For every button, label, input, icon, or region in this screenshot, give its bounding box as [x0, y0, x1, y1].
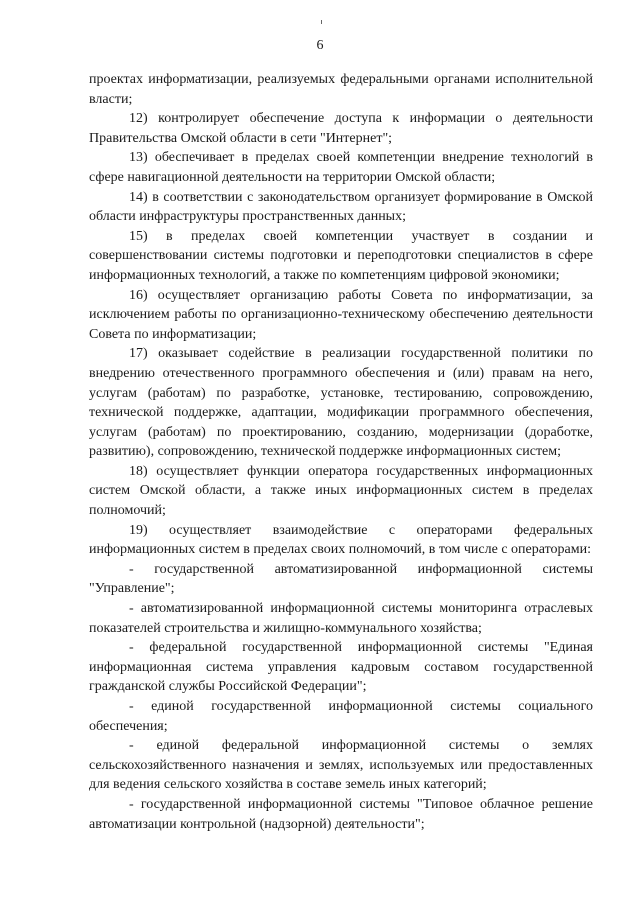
list-item-cadre-system: - федеральной государственной информационной системы "Единая информационная система управления кадровым составом государственной гражданской службы Российской Федерации"; — [89, 640, 593, 695]
paragraph-item-19: 19) осуществляет взаимодействие с операторами федеральных информационных систем в пределах своих полномочий, в том числе с операторами: — [89, 522, 593, 558]
paragraph-item-13: 13) обеспечивает в пределах своей компетенции внедрение технологий в сфере навигационной деятельности на территории Омской области; — [89, 150, 593, 185]
paragraph-item-17: 17) оказывает содействие в реализации государственной политики по внедрению отечественного программного обеспечения и (или) правам на него, услугам (работам) по разработке, установке, тестированию, сопровождению, технической поддержке, адаптации, модификации программного обеспечения, услугам (работам) по проектированию, созданию, модернизации (доработке, развитию), сопровождению, технической поддержке информационных систем; — [89, 346, 593, 460]
page-number: 6 — [316, 38, 324, 53]
paragraph-item-15: 15) в пределах своей компетенции участвует в создании и совершенствовании системы подготовки и переподготовки специалистов в сфере информационных технологий, а также по компетенциям цифровой экономики; — [89, 228, 593, 283]
list-item-monitoring-system: - автоматизированной информационной системы мониторинга отраслевых показателей строительства и жилищно-коммунального хозяйства; — [89, 601, 593, 636]
list-item-cloud-solution: - государственной информационной системы "Типовое облачное решение автоматизации контрольной (надзорной) деятельности"; — [89, 796, 593, 832]
document-body — [89, 70, 593, 834]
paragraph-item-16: 16) осуществляет организацию работы Совета по информатизации, за исключением работы по организационно-техническому обеспечению деятельности Совета по информатизации; — [89, 287, 593, 342]
paragraph-continuation: проектах информатизации, реализуемых федеральными органами исполнительной власти; — [89, 72, 593, 107]
paragraph-item-18: 18) осуществляет функции оператора государственных информационных систем Омской области, а также иных информационных систем в пределах полномочий; — [89, 463, 593, 519]
list-item-social-security-system: - единой государственной информационной системы социального обеспечения; — [89, 699, 593, 734]
paragraph-item-12: 12) контролирует обеспечение доступа к информации о деятельности Правительства Омской области в сети "Интернет"; — [89, 111, 593, 146]
list-item-upravlenie: - государственной автоматизированной информационной системы "Управление"; — [89, 561, 593, 597]
scan-mark — [321, 20, 322, 24]
list-item-agricultural-land-system: - единой федеральной информационной системы о землях сельскохозяйственного назначения и землях, используемых или предоставленных для ведения сельского хозяйства в составе земель иных категорий; — [89, 738, 593, 793]
paragraph-item-14: 14) в соответствии с законодательством организует формирование в Омской области инфраструктуры пространственных данных; — [89, 189, 593, 225]
